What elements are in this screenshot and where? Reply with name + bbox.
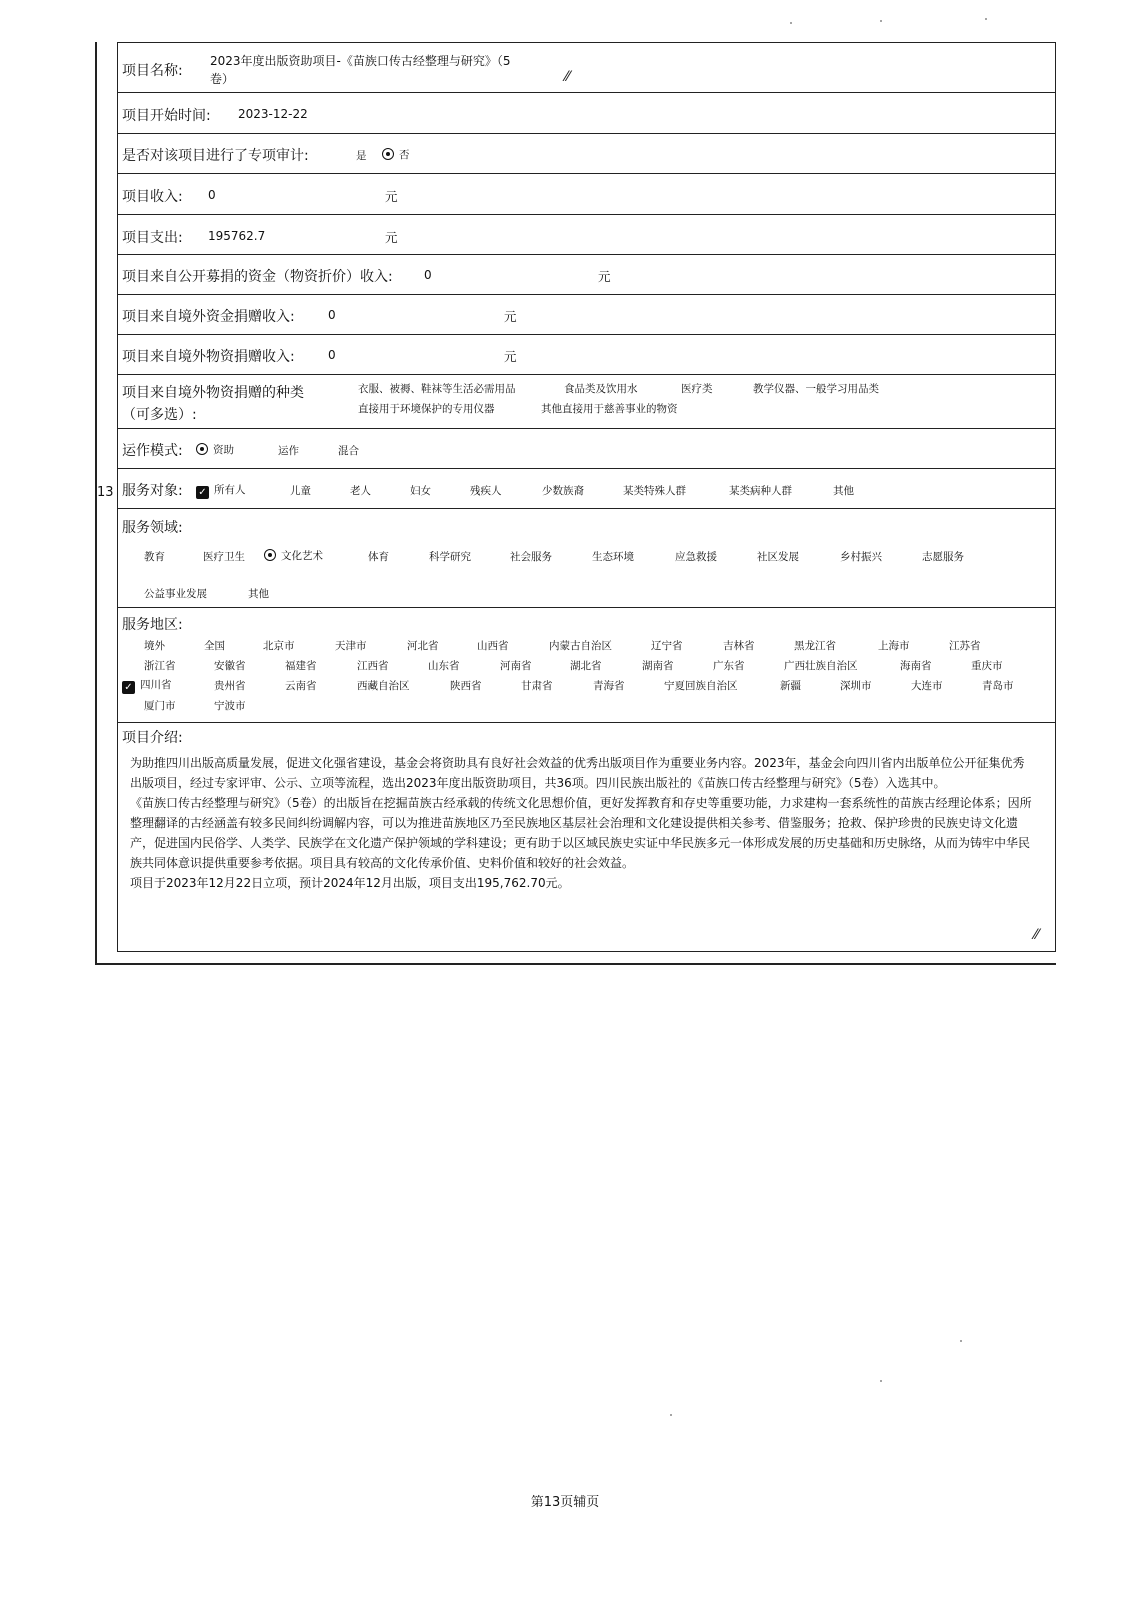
resize-handle-icon[interactable]: ⁄⁄ xyxy=(1034,927,1039,943)
intro-paragraph: 项目于2023年12月22日立项，预计2024年12月出版，项目支出195,762.70元。 xyxy=(130,876,570,890)
field-option[interactable]: 其他 xyxy=(248,588,269,600)
foreign-goods-unit: 元 xyxy=(504,349,517,364)
scan-speck xyxy=(790,22,792,24)
region-option[interactable]: 深圳市 xyxy=(840,680,872,692)
intro-label: 项目介绍: xyxy=(122,730,183,746)
target-option[interactable]: 某类特殊人群 xyxy=(623,485,686,497)
scan-speck xyxy=(985,18,987,20)
row-expense xyxy=(118,215,1055,255)
scan-speck xyxy=(960,1340,962,1342)
row-intro xyxy=(118,723,1055,951)
mode-label: 运作模式: xyxy=(122,443,183,459)
intro-paragraph: 为助推四川出版高质量发展，促进文化强省建设，基金会将资助具有良好社会效益的优秀出版项目作为重要业务内容。2023年，基金会向四川省内出版单位公开征集优秀出版项目，经过专家评审、公示、立项等流程，选出2023年度出版资助项目，共36项。四川民族出版社的《苗族口传古经整理与研究》（5卷）入选其中。 xyxy=(130,756,1025,790)
goods-types-label-cont: （可多选）: xyxy=(122,407,197,423)
goods-type-option[interactable]: 其他直接用于慈善事业的物资 xyxy=(541,403,678,415)
field-option[interactable]: 志愿服务 xyxy=(922,551,964,563)
start-date-label: 项目开始时间: xyxy=(122,108,211,124)
region-option[interactable]: 河南省 xyxy=(500,660,532,672)
project-name-label: 项目名称: xyxy=(122,63,183,79)
region-option[interactable]: 广西壮族自治区 xyxy=(784,660,858,672)
audit-no-option[interactable]: 否 xyxy=(382,147,410,162)
public-fund-value: 0 xyxy=(424,268,432,282)
start-date-value: 2023-12-22 xyxy=(238,107,308,121)
field-option[interactable]: 公益事业发展 xyxy=(144,588,207,600)
field-option[interactable]: 科学研究 xyxy=(429,551,471,563)
row-income xyxy=(118,174,1055,215)
region-option[interactable]: 河北省 xyxy=(407,640,439,652)
income-value: 0 xyxy=(208,188,216,202)
row-project-name xyxy=(118,43,1055,93)
scan-speck xyxy=(880,1380,882,1382)
region-option[interactable]: 海南省 xyxy=(900,660,932,672)
region-option[interactable]: 甘肃省 xyxy=(521,680,553,692)
region-option[interactable]: 天津市 xyxy=(335,640,367,652)
row-number: 13 xyxy=(97,485,114,500)
project-form xyxy=(117,42,1056,952)
income-label: 项目收入: xyxy=(122,189,183,205)
goods-types-label: 项目来自境外物资捐赠的种类 xyxy=(122,385,304,401)
goods-type-option[interactable]: 直接用于环境保护的专用仪器 xyxy=(358,403,495,415)
row-regions xyxy=(118,608,1055,723)
region-option[interactable]: 辽宁省 xyxy=(651,640,683,652)
field-option[interactable]: 社区发展 xyxy=(757,551,799,563)
public-fund-label: 项目来自公开募捐的资金（物资折价）收入: xyxy=(122,269,393,285)
target-option[interactable]: 某类病种人群 xyxy=(729,485,792,497)
field-option[interactable]: 医疗卫生 xyxy=(203,551,245,563)
row-public-fund xyxy=(118,255,1055,295)
project-name-value-cont: 卷） xyxy=(210,72,235,86)
scan-speck xyxy=(880,20,882,22)
target-option[interactable]: 残疾人 xyxy=(470,485,502,497)
audit-label: 是否对该项目进行了专项审计: xyxy=(122,148,309,164)
region-option[interactable]: 重庆市 xyxy=(971,660,1003,672)
goods-type-option[interactable]: 医疗类 xyxy=(681,383,713,395)
region-option[interactable]: 西藏自治区 xyxy=(357,680,410,692)
outer-bottom-border xyxy=(95,963,1056,965)
intro-paragraph: 《苗族口传古经整理与研究》（5卷）的出版旨在挖掘苗族古经承载的传统文化思想价值，更好发挥教育和存史等重要功能，力求建构一套系统性的苗族古经理论体系；因所整理翻译的古经涵盖有较多民间纠纷调解内容，可以为推进苗族地区乃至民族地区基层社会治理和文化建设提供相关参考、借鉴服务；抢救、保护珍贵的民族史诗文化遗产，促进国内民俗学、人类学、民族学在文化遗产保护领域的学科建设；更有助于以区域民族史实证中华民族多元一体形成发展的历史基础和历史脉络，从而为铸牢中华民族共同体意识提供重要参考依据。项目具有较高的文化传承价值、史料价值和较好的社会效益。 xyxy=(130,796,1032,870)
region-option[interactable]: 大连市 xyxy=(911,680,943,692)
goods-type-option[interactable]: 教学仪器、一般学习用品类 xyxy=(753,383,879,395)
region-option[interactable]: 陕西省 xyxy=(450,680,482,692)
audit-yes-option[interactable]: 是 xyxy=(356,150,367,162)
field-option[interactable]: 教育 xyxy=(144,551,165,563)
checkbox-checked-icon: ✓ xyxy=(122,681,135,694)
region-option[interactable]: 贵州省 xyxy=(214,680,246,692)
region-option[interactable]: 黑龙江省 xyxy=(794,640,836,652)
mode-option-operation[interactable]: 运作 xyxy=(278,445,299,457)
region-option[interactable]: 江苏省 xyxy=(949,640,981,652)
goods-type-option[interactable]: 衣服、被褥、鞋袜等生活必需用品 xyxy=(358,383,516,395)
row-foreign-fund xyxy=(118,295,1055,335)
region-option[interactable]: 江西省 xyxy=(357,660,389,672)
target-option[interactable]: 少数族裔 xyxy=(542,485,584,497)
region-option[interactable]: 厦门市 xyxy=(144,700,176,712)
region-option[interactable]: 新疆 xyxy=(780,680,801,692)
row-fields xyxy=(118,509,1055,608)
row-targets xyxy=(118,469,1055,509)
foreign-fund-unit: 元 xyxy=(504,309,517,324)
row-goods-types xyxy=(118,375,1055,429)
field-option[interactable]: 生态环境 xyxy=(592,551,634,563)
region-option[interactable]: 云南省 xyxy=(285,680,317,692)
row-start-date xyxy=(118,93,1055,134)
target-option-all[interactable]: ✓ 所有人 xyxy=(196,482,246,499)
page-footer: 第13页辅页 xyxy=(530,1495,600,1510)
region-option-sichuan[interactable]: ✓ 四川省 xyxy=(122,677,172,694)
region-option[interactable]: 宁夏回族自治区 xyxy=(664,680,738,692)
region-option[interactable]: 境外 xyxy=(144,640,165,652)
field-option[interactable]: 乡村振兴 xyxy=(840,551,882,563)
resize-handle-icon[interactable]: ⁄⁄ xyxy=(565,69,570,85)
fields-label: 服务领域: xyxy=(122,520,183,536)
targets-label: 服务对象: xyxy=(122,483,183,499)
row-mode xyxy=(118,429,1055,469)
region-option[interactable]: 山东省 xyxy=(428,660,460,672)
expense-unit: 元 xyxy=(385,230,398,245)
region-option[interactable]: 青岛市 xyxy=(982,680,1014,692)
region-option[interactable]: 内蒙古自治区 xyxy=(549,640,612,652)
foreign-fund-value: 0 xyxy=(328,308,336,322)
region-option[interactable]: 湖北省 xyxy=(570,660,602,672)
region-option[interactable]: 宁波市 xyxy=(214,700,246,712)
region-option[interactable]: 福建省 xyxy=(285,660,317,672)
field-option[interactable]: 应急救援 xyxy=(675,551,717,563)
region-option[interactable]: 全国 xyxy=(204,640,225,652)
region-option[interactable]: 广东省 xyxy=(713,660,745,672)
region-option[interactable]: 浙江省 xyxy=(144,660,176,672)
region-option[interactable]: 上海市 xyxy=(878,640,910,652)
field-option[interactable]: 体育 xyxy=(368,551,389,563)
expense-label: 项目支出: xyxy=(122,230,183,246)
target-option[interactable]: 老人 xyxy=(350,485,371,497)
target-option[interactable]: 妇女 xyxy=(410,485,431,497)
target-option[interactable]: 儿童 xyxy=(290,485,311,497)
regions-label: 服务地区: xyxy=(122,617,183,633)
scan-speck xyxy=(670,1414,672,1416)
radio-selected-icon xyxy=(196,443,208,455)
region-option[interactable]: 山西省 xyxy=(477,640,509,652)
region-option[interactable]: 吉林省 xyxy=(723,640,755,652)
income-unit: 元 xyxy=(385,189,398,204)
project-name-value: 2023年度出版资助项目-《苗族口传古经整理与研究》（5 xyxy=(210,54,511,68)
row-audit xyxy=(118,134,1055,174)
mode-option-funding[interactable]: 资助 xyxy=(196,442,234,457)
row-foreign-goods xyxy=(118,335,1055,375)
region-option[interactable]: 北京市 xyxy=(263,640,295,652)
checkbox-checked-icon: ✓ xyxy=(196,486,209,499)
goods-type-option[interactable]: 食品类及饮用水 xyxy=(564,383,638,395)
intro-text xyxy=(130,753,1035,893)
foreign-goods-label: 项目来自境外物资捐赠收入: xyxy=(122,349,295,365)
field-option[interactable]: 社会服务 xyxy=(510,551,552,563)
region-option[interactable]: 湖南省 xyxy=(642,660,674,672)
radio-selected-icon xyxy=(264,549,276,561)
expense-value: 195762.7 xyxy=(208,229,266,243)
field-option-culture[interactable]: 文化艺术 xyxy=(264,548,323,563)
region-option[interactable]: 安徽省 xyxy=(214,660,246,672)
foreign-goods-value: 0 xyxy=(328,348,336,362)
outer-left-border xyxy=(95,42,97,964)
mode-option-mixed[interactable]: 混合 xyxy=(338,445,359,457)
radio-selected-icon xyxy=(382,148,394,160)
foreign-fund-label: 项目来自境外资金捐赠收入: xyxy=(122,309,295,325)
target-option[interactable]: 其他 xyxy=(833,485,854,497)
region-option[interactable]: 青海省 xyxy=(593,680,625,692)
public-fund-unit: 元 xyxy=(598,269,611,284)
